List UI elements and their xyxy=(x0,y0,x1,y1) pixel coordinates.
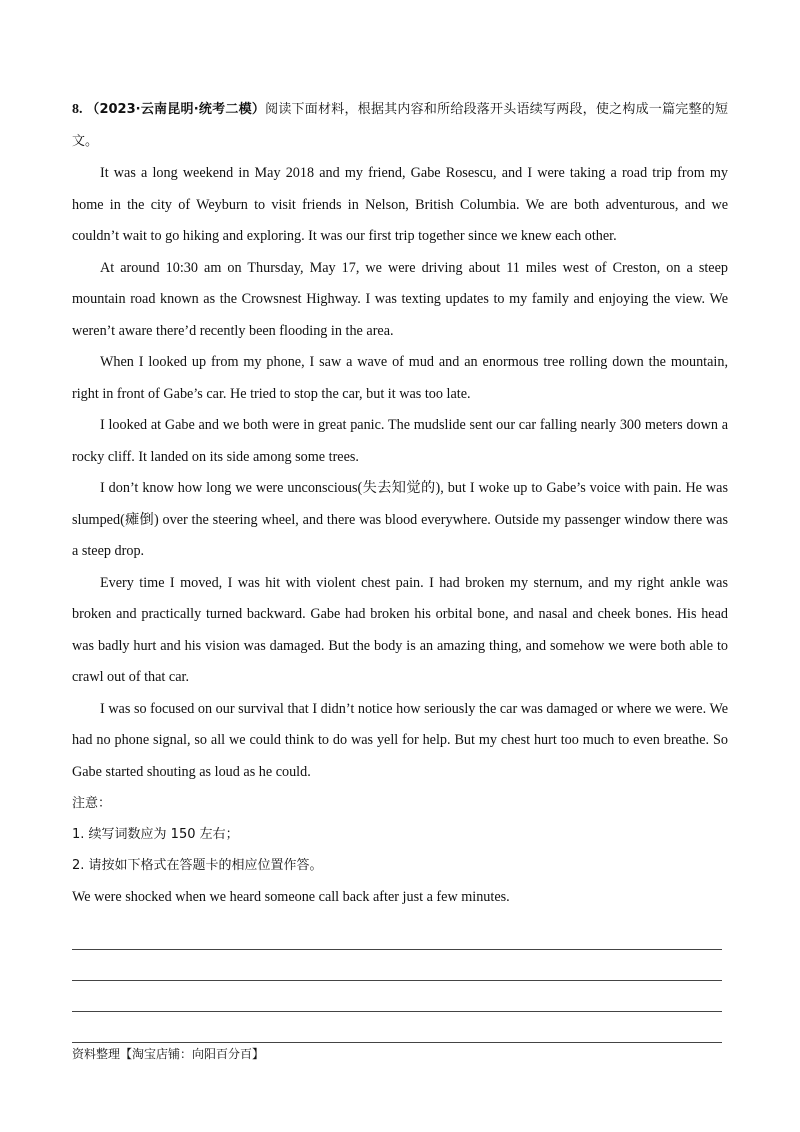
answer-writing-line[interactable] xyxy=(72,981,722,1012)
passage-paragraph: Every time I moved, I was hit with violent chest pain. I had broken my sternum, and my right ankle was broken and practically turned backward. Gabe had broken his orbital bone, and nasal and cheek bones. His head was badly hurt and his vision was damaged. But the body is an amazing thing, and somehow we were both able to crawl out of that car. xyxy=(72,574,728,685)
question-header xyxy=(72,94,728,158)
answer-writing-line[interactable] xyxy=(72,950,722,981)
passage-paragraph: It was a long weekend in May 2018 and my friend, Gabe Rosescu, and I were taking a road trip from my home in the city of Weyburn to visit friends in Nelson, British Columbia. We are both adventurous, and we couldn’t wait to go hiking and exploring. It was our first trip together since we knew each other. xyxy=(72,165,728,244)
question-page xyxy=(72,94,728,1043)
answer-lines xyxy=(72,919,728,1043)
passage-paragraph: When I looked up from my phone, I saw a wave of mud and an enormous tree rolling down the mountain, right in front of Gabe’s car. He tried to stop the car, but it was too late. xyxy=(72,354,728,402)
question-source: （2023·云南昆明·统考二模） xyxy=(86,102,266,117)
passage-paragraph: I don’t know how long we were unconscious(失去知觉的), but I woke up to Gabe’s voice with pain. He was slumped(瘫倒) over the steering wheel, and there was blood everywhere. Outside my passenger window there was a steep drop. xyxy=(72,480,728,559)
notes-section xyxy=(72,788,728,881)
question-number: 8. xyxy=(72,102,83,117)
answer-writing-line[interactable] xyxy=(72,1012,722,1043)
note-item: 2. 请按如下格式在答题卡的相应位置作答。 xyxy=(72,858,323,873)
question-instruction: 阅读下面材料，根据其内容和所给段落开头语续写两段，使之构成一篇完整的短文。 xyxy=(72,102,728,149)
passage-paragraph: At around 10:30 am on Thursday, May 17, we were driving about 11 miles west of Creston, on a steep mountain road known as the Crowsnest Highway. I was texting updates to my family and enjoying the view. We weren’t aware there’d recently been flooding in the area. xyxy=(72,259,728,339)
notes-title: 注意： xyxy=(72,796,112,811)
continuation-opening: We were shocked when we heard someone call back after just a few minutes. xyxy=(72,889,510,905)
passage-paragraph: I looked at Gabe and we both were in great panic. The mudslide sent our car falling nearly 300 meters down a rocky cliff. It landed on its side among some trees. xyxy=(72,417,728,465)
passage-paragraph: I was so focused on our survival that I didn’t notice how seriously the car was damaged or where we were. We had no phone signal, so all we could think to do was yell for help. But my chest hurt too much to even breathe. So Gabe started shouting as loud as he could. xyxy=(72,700,728,780)
note-item: 1. 续写词数应为 150 左右； xyxy=(72,827,239,842)
footer-source: 资料整理【淘宝店铺：向阳百分百】 xyxy=(72,1047,265,1061)
reading-passage xyxy=(72,158,728,788)
answer-writing-line[interactable] xyxy=(72,919,722,950)
